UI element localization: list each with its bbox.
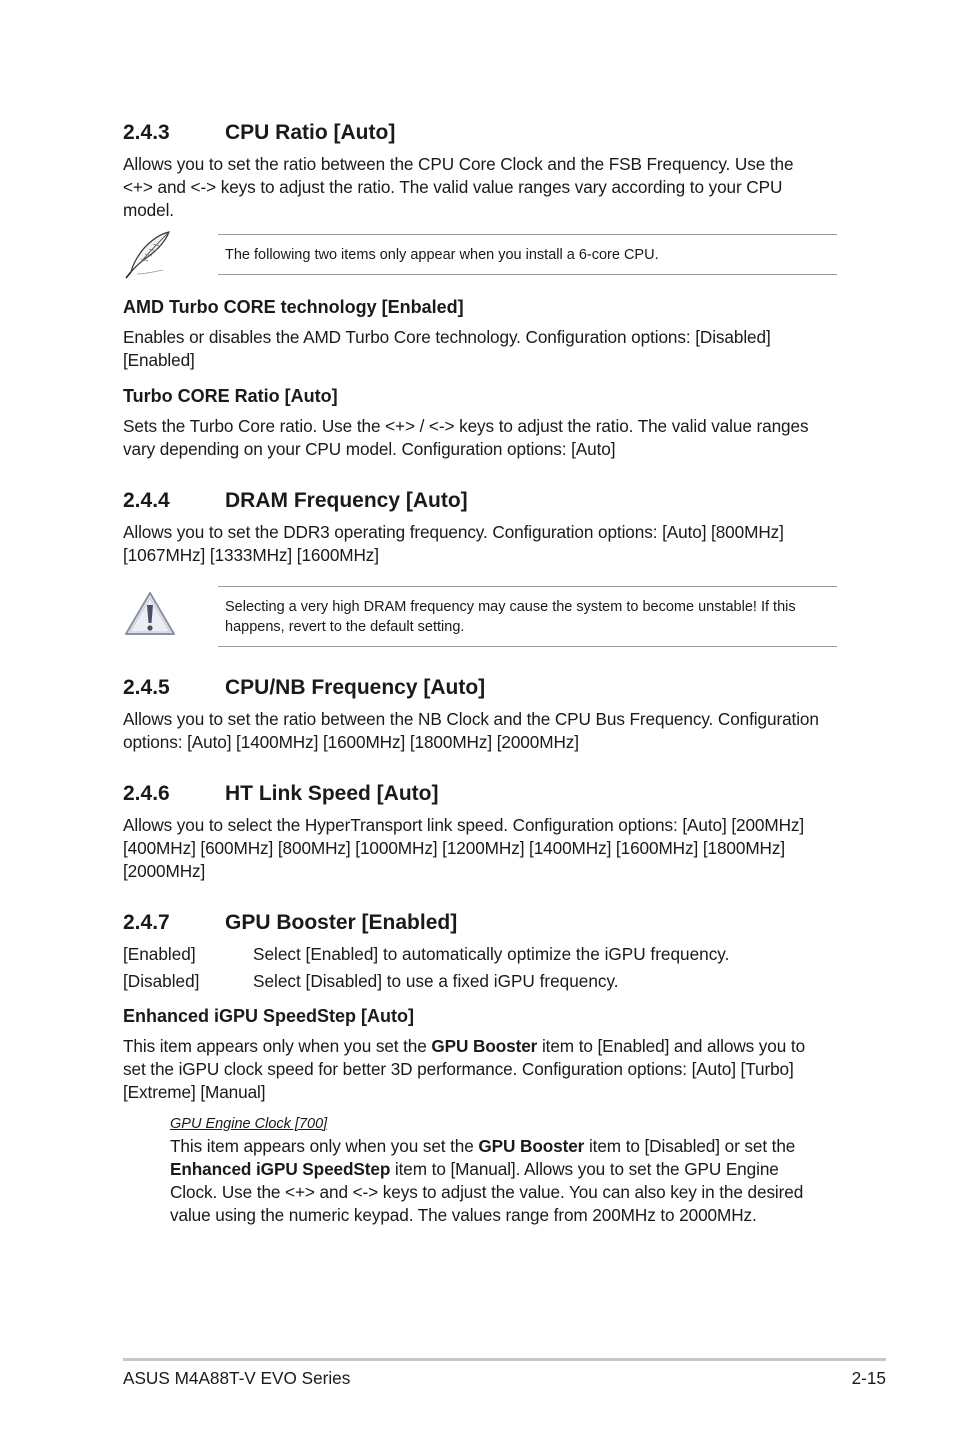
section-heading xyxy=(123,910,837,936)
body-line: [Extreme] [Manual] xyxy=(123,1082,266,1102)
warning-box xyxy=(218,586,837,647)
note-box xyxy=(218,234,837,275)
section-number: 2.4.5 xyxy=(123,676,170,699)
section-title: HT Link Speed [Auto] xyxy=(225,782,439,805)
body-line: This item appears only when you set the GPU Booster item to [Enabled] and allows you to xyxy=(123,1036,806,1056)
section-title: CPU/NB Frequency [Auto] xyxy=(225,676,486,699)
body-line: options: [Auto] [1400MHz] [1600MHz] [1800MHz] [2000MHz] xyxy=(123,732,579,752)
option-row-disabled xyxy=(123,970,837,993)
note-pen-icon xyxy=(123,230,175,285)
section-heading xyxy=(123,488,837,514)
subsection-amd-turbo-core xyxy=(123,296,837,372)
option-row-enabled xyxy=(123,943,837,966)
section-2-4-6 xyxy=(123,781,837,883)
body-line: [2000MHz] xyxy=(123,861,206,881)
body-line: Allows you to set the ratio between the CPU Core Clock and the FSB Frequency. Use the xyxy=(123,154,794,174)
section-number: 2.4.7 xyxy=(123,911,170,934)
section-number: 2.4.6 xyxy=(123,782,170,805)
warning-line: happens, revert to the default setting. xyxy=(225,619,465,635)
body-line: vary depending on your CPU model. Configuration options: [Auto] xyxy=(123,439,616,459)
body-line: [1067MHz] [1333MHz] [1600MHz] xyxy=(123,545,379,565)
body-line: value using the numeric keypad. The values range from 200MHz to 2000MHz. xyxy=(170,1205,757,1225)
section-2-4-7 xyxy=(123,910,837,993)
body-line: Sets the Turbo Core ratio. Use the <+> / <-> keys to adjust the ratio. The valid value ranges xyxy=(123,416,809,436)
body-line: Allows you to set the ratio between the NB Clock and the CPU Bus Frequency. Configuration xyxy=(123,709,819,729)
section-heading xyxy=(123,120,837,146)
option-key: [Enabled] xyxy=(123,944,196,964)
subsection-turbo-core-ratio xyxy=(123,385,837,461)
section-title: CPU Ratio [Auto] xyxy=(225,121,396,144)
warning-line: Selecting a very high DRAM frequency may cause the system to become unstable! If this xyxy=(225,599,796,615)
section-title: GPU Booster [Enabled] xyxy=(225,911,458,934)
body-line: [400MHz] [600MHz] [800MHz] [1000MHz] [1200MHz] [1400MHz] [1600MHz] [1800MHz] xyxy=(123,838,786,858)
subitem-gpu-engine-clock xyxy=(170,1115,837,1227)
body-line: Allows you to set the DDR3 operating frequency. Configuration options: [Auto] [800MHz] xyxy=(123,522,784,542)
warning-icon xyxy=(123,590,177,643)
option-desc: Select [Disabled] to use a fixed iGPU frequency. xyxy=(253,971,619,991)
subsection-title: AMD Turbo CORE technology [Enbaled] xyxy=(123,297,464,317)
option-key: [Disabled] xyxy=(123,971,200,991)
body-line: <+> and <-> keys to adjust the ratio. The valid value ranges vary according to your CPU xyxy=(123,177,783,197)
body-line: Enables or disables the AMD Turbo Core technology. Configuration options: [Disabled] xyxy=(123,327,771,347)
body-line: This item appears only when you set the GPU Booster item to [Disabled] or set the xyxy=(170,1136,796,1156)
subitem-title: GPU Engine Clock [700] xyxy=(170,1116,328,1132)
section-heading xyxy=(123,675,837,701)
body-line: Allows you to select the HyperTransport link speed. Configuration options: [Auto] [200MHz] xyxy=(123,815,805,835)
section-number: 2.4.4 xyxy=(123,489,170,512)
footer-divider xyxy=(123,1358,886,1361)
body-line: [Enabled] xyxy=(123,350,195,370)
subsection-title: Turbo CORE Ratio [Auto] xyxy=(123,386,338,406)
enhanced-igpu-speedstep-term: Enhanced iGPU SpeedStep xyxy=(170,1159,391,1179)
subsection-enhanced-igpu-speedstep xyxy=(123,1005,837,1104)
gpu-booster-term: GPU Booster xyxy=(478,1136,585,1156)
gpu-booster-term: GPU Booster xyxy=(431,1036,538,1056)
section-2-4-4 xyxy=(123,488,837,567)
section-2-4-3 xyxy=(123,120,837,222)
section-title: DRAM Frequency [Auto] xyxy=(225,489,468,512)
footer-product: ASUS M4A88T-V EVO Series xyxy=(123,1368,351,1388)
subsection-title: Enhanced iGPU SpeedStep [Auto] xyxy=(123,1006,415,1026)
body-line: Enhanced iGPU SpeedStep item to [Manual]. Allows you to set the GPU Engine xyxy=(170,1159,779,1179)
note-text: The following two items only appear when you install a 6-core CPU. xyxy=(225,247,659,263)
option-desc: Select [Enabled] to automatically optimize the iGPU frequency. xyxy=(253,944,730,964)
section-number: 2.4.3 xyxy=(123,121,170,144)
body-line: set the iGPU clock speed for better 3D performance. Configuration options: [Auto] [Turbo] xyxy=(123,1059,794,1079)
body-line: Clock. Use the <+> and <-> keys to adjust the value. You can also key in the desired xyxy=(170,1182,804,1202)
page-footer xyxy=(123,1367,886,1389)
body-line: model. xyxy=(123,200,174,220)
page-number: 2-15 xyxy=(851,1368,886,1388)
section-heading xyxy=(123,781,837,807)
section-2-4-5 xyxy=(123,675,837,754)
